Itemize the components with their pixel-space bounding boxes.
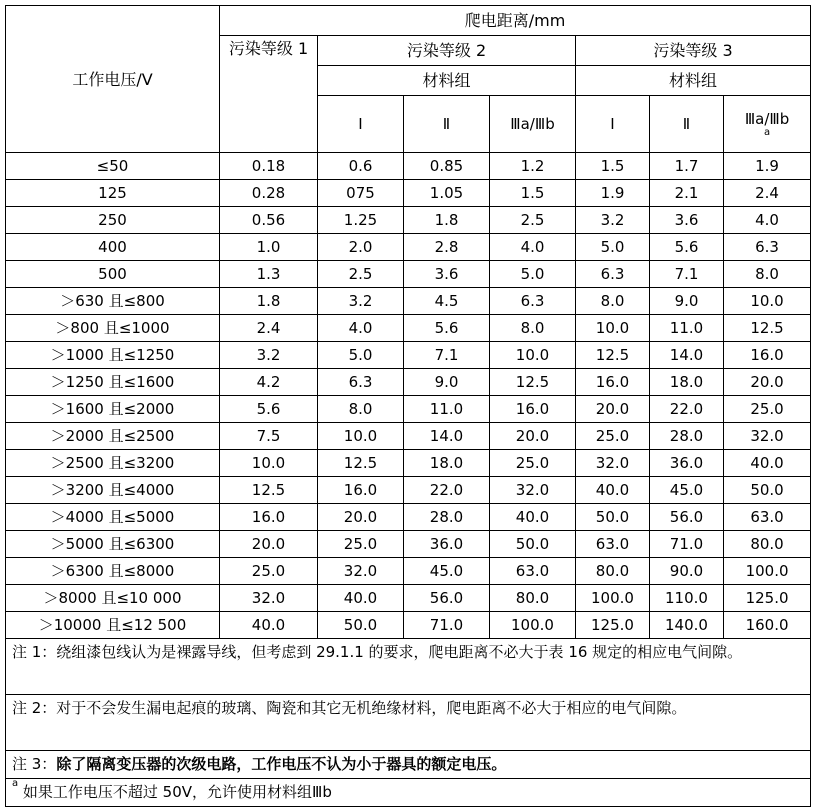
value-cell: 56.0: [650, 504, 724, 531]
voltage-cell: ＞6300 且≤8000: [6, 558, 220, 585]
value-cell: 125.0: [576, 612, 650, 639]
value-cell: 1.7: [650, 153, 724, 180]
value-cell: 32.0: [318, 558, 404, 585]
voltage-cell: ＞4000 且≤5000: [6, 504, 220, 531]
voltage-cell: ＞1600 且≤2000: [6, 396, 220, 423]
value-cell: 25.0: [576, 423, 650, 450]
value-cell: 1.5: [576, 153, 650, 180]
value-cell: 25.0: [220, 558, 318, 585]
table-row: [6, 423, 811, 450]
table-row: [6, 531, 811, 558]
value-cell: 8.0: [724, 261, 811, 288]
header-group-i-p3: Ⅰ: [576, 96, 650, 153]
table-row: [6, 315, 811, 342]
value-cell: 6.3: [724, 234, 811, 261]
note-2: [6, 695, 811, 751]
value-cell: 1.5: [490, 180, 576, 207]
value-cell: 90.0: [650, 558, 724, 585]
value-cell: 20.0: [318, 504, 404, 531]
value-cell: 80.0: [724, 531, 811, 558]
value-cell: 2.4: [724, 180, 811, 207]
value-cell: 16.0: [318, 477, 404, 504]
value-cell: 0.28: [220, 180, 318, 207]
header-creepage-distance: 爬电距离/mm: [220, 6, 811, 36]
value-cell: 10.0: [318, 423, 404, 450]
value-cell: 63.0: [490, 558, 576, 585]
value-cell: 10.0: [576, 315, 650, 342]
header-pollution-3: 污染等级 3: [576, 36, 811, 66]
table-row: [6, 288, 811, 315]
value-cell: 10.0: [490, 342, 576, 369]
value-cell: 40.0: [724, 450, 811, 477]
voltage-cell: ＞1000 且≤1250: [6, 342, 220, 369]
value-cell: 5.0: [576, 234, 650, 261]
value-cell: 80.0: [490, 585, 576, 612]
header-material-group-2: 材料组: [318, 66, 576, 96]
value-cell: 0.85: [404, 153, 490, 180]
value-cell: 7.5: [220, 423, 318, 450]
value-cell: 50.0: [318, 612, 404, 639]
value-cell: 25.0: [724, 396, 811, 423]
footnote-a: [6, 779, 811, 807]
value-cell: 18.0: [404, 450, 490, 477]
value-cell: 63.0: [576, 531, 650, 558]
value-cell: 6.3: [576, 261, 650, 288]
footnote-a-text: 如果工作电压不超过 50V，允许使用材料组Ⅲb: [18, 783, 332, 801]
value-cell: 20.0: [490, 423, 576, 450]
value-cell: 71.0: [404, 612, 490, 639]
value-cell: 50.0: [490, 531, 576, 558]
value-cell: 40.0: [576, 477, 650, 504]
value-cell: 28.0: [404, 504, 490, 531]
value-cell: 25.0: [490, 450, 576, 477]
value-cell: 50.0: [576, 504, 650, 531]
value-cell: 9.0: [650, 288, 724, 315]
value-cell: 45.0: [650, 477, 724, 504]
value-cell: 5.0: [490, 261, 576, 288]
value-cell: 12.5: [490, 369, 576, 396]
value-cell: 3.2: [576, 207, 650, 234]
header-material-group-3: 材料组: [576, 66, 811, 96]
table-row: [6, 504, 811, 531]
value-cell: 40.0: [318, 585, 404, 612]
value-cell: 14.0: [650, 342, 724, 369]
value-cell: 2.0: [318, 234, 404, 261]
voltage-cell: ＞2000 且≤2500: [6, 423, 220, 450]
voltage-cell: ＞1250 且≤1600: [6, 369, 220, 396]
header-group-ii: Ⅱ: [404, 96, 490, 153]
table-row: [6, 558, 811, 585]
table-row: [6, 612, 811, 639]
header-group-iii-p3-label: Ⅲa/Ⅲb: [744, 109, 790, 128]
voltage-cell: ＞8000 且≤10 000: [6, 585, 220, 612]
value-cell: 3.6: [404, 261, 490, 288]
value-cell: 11.0: [650, 315, 724, 342]
value-cell: 20.0: [724, 369, 811, 396]
note-3: [6, 751, 811, 779]
value-cell: 4.0: [318, 315, 404, 342]
value-cell: 0.6: [318, 153, 404, 180]
value-cell: 075: [318, 180, 404, 207]
header-working-voltage: 工作电压/V: [6, 6, 220, 153]
value-cell: 32.0: [490, 477, 576, 504]
footnote-a-mark: a: [12, 778, 19, 789]
voltage-cell: ＞5000 且≤6300: [6, 531, 220, 558]
value-cell: 56.0: [404, 585, 490, 612]
value-cell: 100.0: [576, 585, 650, 612]
value-cell: 8.0: [576, 288, 650, 315]
value-cell: 10.0: [220, 450, 318, 477]
value-cell: 10.0: [724, 288, 811, 315]
value-cell: 2.4: [220, 315, 318, 342]
note-2-text: 注 2：对于不会发生漏电起痕的玻璃、陶瓷和其它无机绝缘材料，爬电距离不必大于相应的电气间隙。: [12, 699, 687, 717]
table-row: [6, 207, 811, 234]
value-cell: 2.5: [318, 261, 404, 288]
value-cell: 14.0: [404, 423, 490, 450]
value-cell: 1.05: [404, 180, 490, 207]
value-cell: 0.56: [220, 207, 318, 234]
value-cell: 16.0: [490, 396, 576, 423]
header-group-ii-p3: Ⅱ: [650, 96, 724, 153]
value-cell: 1.2: [490, 153, 576, 180]
value-cell: 80.0: [576, 558, 650, 585]
value-cell: 20.0: [220, 531, 318, 558]
value-cell: 5.0: [318, 342, 404, 369]
table-row: [6, 396, 811, 423]
value-cell: 4.5: [404, 288, 490, 315]
value-cell: 3.2: [220, 342, 318, 369]
value-cell: 12.5: [724, 315, 811, 342]
value-cell: 71.0: [650, 531, 724, 558]
value-cell: 1.8: [220, 288, 318, 315]
value-cell: 32.0: [576, 450, 650, 477]
value-cell: 1.9: [724, 153, 811, 180]
voltage-cell: ＞800 且≤1000: [6, 315, 220, 342]
value-cell: 1.8: [404, 207, 490, 234]
value-cell: 12.5: [576, 342, 650, 369]
footnote-mark: a: [763, 126, 771, 138]
value-cell: 40.0: [490, 504, 576, 531]
value-cell: 16.0: [576, 369, 650, 396]
voltage-cell: 250: [6, 207, 220, 234]
value-cell: 32.0: [724, 423, 811, 450]
value-cell: 28.0: [650, 423, 724, 450]
value-cell: 0.18: [220, 153, 318, 180]
value-cell: 5.6: [404, 315, 490, 342]
value-cell: 3.6: [650, 207, 724, 234]
value-cell: 45.0: [404, 558, 490, 585]
table-row: [6, 450, 811, 477]
value-cell: 6.3: [318, 369, 404, 396]
header-group-i: Ⅰ: [318, 96, 404, 153]
value-cell: 1.25: [318, 207, 404, 234]
note-3-bold: 除了隔离变压器的次级电路，工作电压不认为小于器具的额定电压。: [56, 755, 507, 773]
value-cell: 1.9: [576, 180, 650, 207]
value-cell: 12.5: [220, 477, 318, 504]
creepage-distance-table: [5, 5, 811, 807]
header-pollution-2: 污染等级 2: [318, 36, 576, 66]
value-cell: 36.0: [650, 450, 724, 477]
value-cell: 4.2: [220, 369, 318, 396]
value-cell: 100.0: [724, 558, 811, 585]
value-cell: 9.0: [404, 369, 490, 396]
value-cell: 36.0: [404, 531, 490, 558]
value-cell: 16.0: [220, 504, 318, 531]
table-row: [6, 153, 811, 180]
voltage-cell: ＞3200 且≤4000: [6, 477, 220, 504]
value-cell: 110.0: [650, 585, 724, 612]
value-cell: 32.0: [220, 585, 318, 612]
table-row: [6, 261, 811, 288]
value-cell: 125.0: [724, 585, 811, 612]
value-cell: 63.0: [724, 504, 811, 531]
value-cell: 1.0: [220, 234, 318, 261]
table-row: [6, 342, 811, 369]
value-cell: 8.0: [318, 396, 404, 423]
value-cell: 25.0: [318, 531, 404, 558]
value-cell: 11.0: [404, 396, 490, 423]
value-cell: 7.1: [650, 261, 724, 288]
note-3-prefix: 注 3：: [12, 755, 57, 773]
value-cell: 6.3: [490, 288, 576, 315]
table-row: [6, 477, 811, 504]
value-cell: 4.0: [490, 234, 576, 261]
value-cell: 16.0: [724, 342, 811, 369]
header-group-iii: Ⅲa/Ⅲb: [490, 96, 576, 153]
value-cell: 5.6: [220, 396, 318, 423]
value-cell: 3.2: [318, 288, 404, 315]
voltage-cell: 400: [6, 234, 220, 261]
value-cell: 2.1: [650, 180, 724, 207]
value-cell: 12.5: [318, 450, 404, 477]
table-row: [6, 585, 811, 612]
voltage-cell: ＞2500 且≤3200: [6, 450, 220, 477]
table-row: [6, 369, 811, 396]
header-pollution-1: [220, 36, 318, 153]
value-cell: 18.0: [650, 369, 724, 396]
value-cell: 50.0: [724, 477, 811, 504]
value-cell: 5.6: [650, 234, 724, 261]
table-row: [6, 180, 811, 207]
value-cell: 40.0: [220, 612, 318, 639]
value-cell: 20.0: [576, 396, 650, 423]
voltage-cell: ＞10000 且≤12 500: [6, 612, 220, 639]
value-cell: 2.8: [404, 234, 490, 261]
value-cell: 22.0: [650, 396, 724, 423]
header-group-iii-p3: [724, 96, 811, 153]
value-cell: 140.0: [650, 612, 724, 639]
voltage-cell: ≤50: [6, 153, 220, 180]
header-pollution-1-label: 污染等级 1: [228, 39, 309, 58]
table-row: [6, 234, 811, 261]
value-cell: 4.0: [724, 207, 811, 234]
value-cell: 1.3: [220, 261, 318, 288]
note-1-text: 注 1：绕组漆包线认为是裸露导线，但考虑到 29.1.1 的要求，爬电距离不必大于表 16 规定的相应电气间隙。: [12, 643, 743, 661]
value-cell: 160.0: [724, 612, 811, 639]
voltage-cell: 500: [6, 261, 220, 288]
value-cell: 8.0: [490, 315, 576, 342]
value-cell: 100.0: [490, 612, 576, 639]
voltage-cell: ＞630 且≤800: [6, 288, 220, 315]
value-cell: 7.1: [404, 342, 490, 369]
note-1: [6, 639, 811, 695]
value-cell: 2.5: [490, 207, 576, 234]
voltage-cell: 125: [6, 180, 220, 207]
value-cell: 22.0: [404, 477, 490, 504]
